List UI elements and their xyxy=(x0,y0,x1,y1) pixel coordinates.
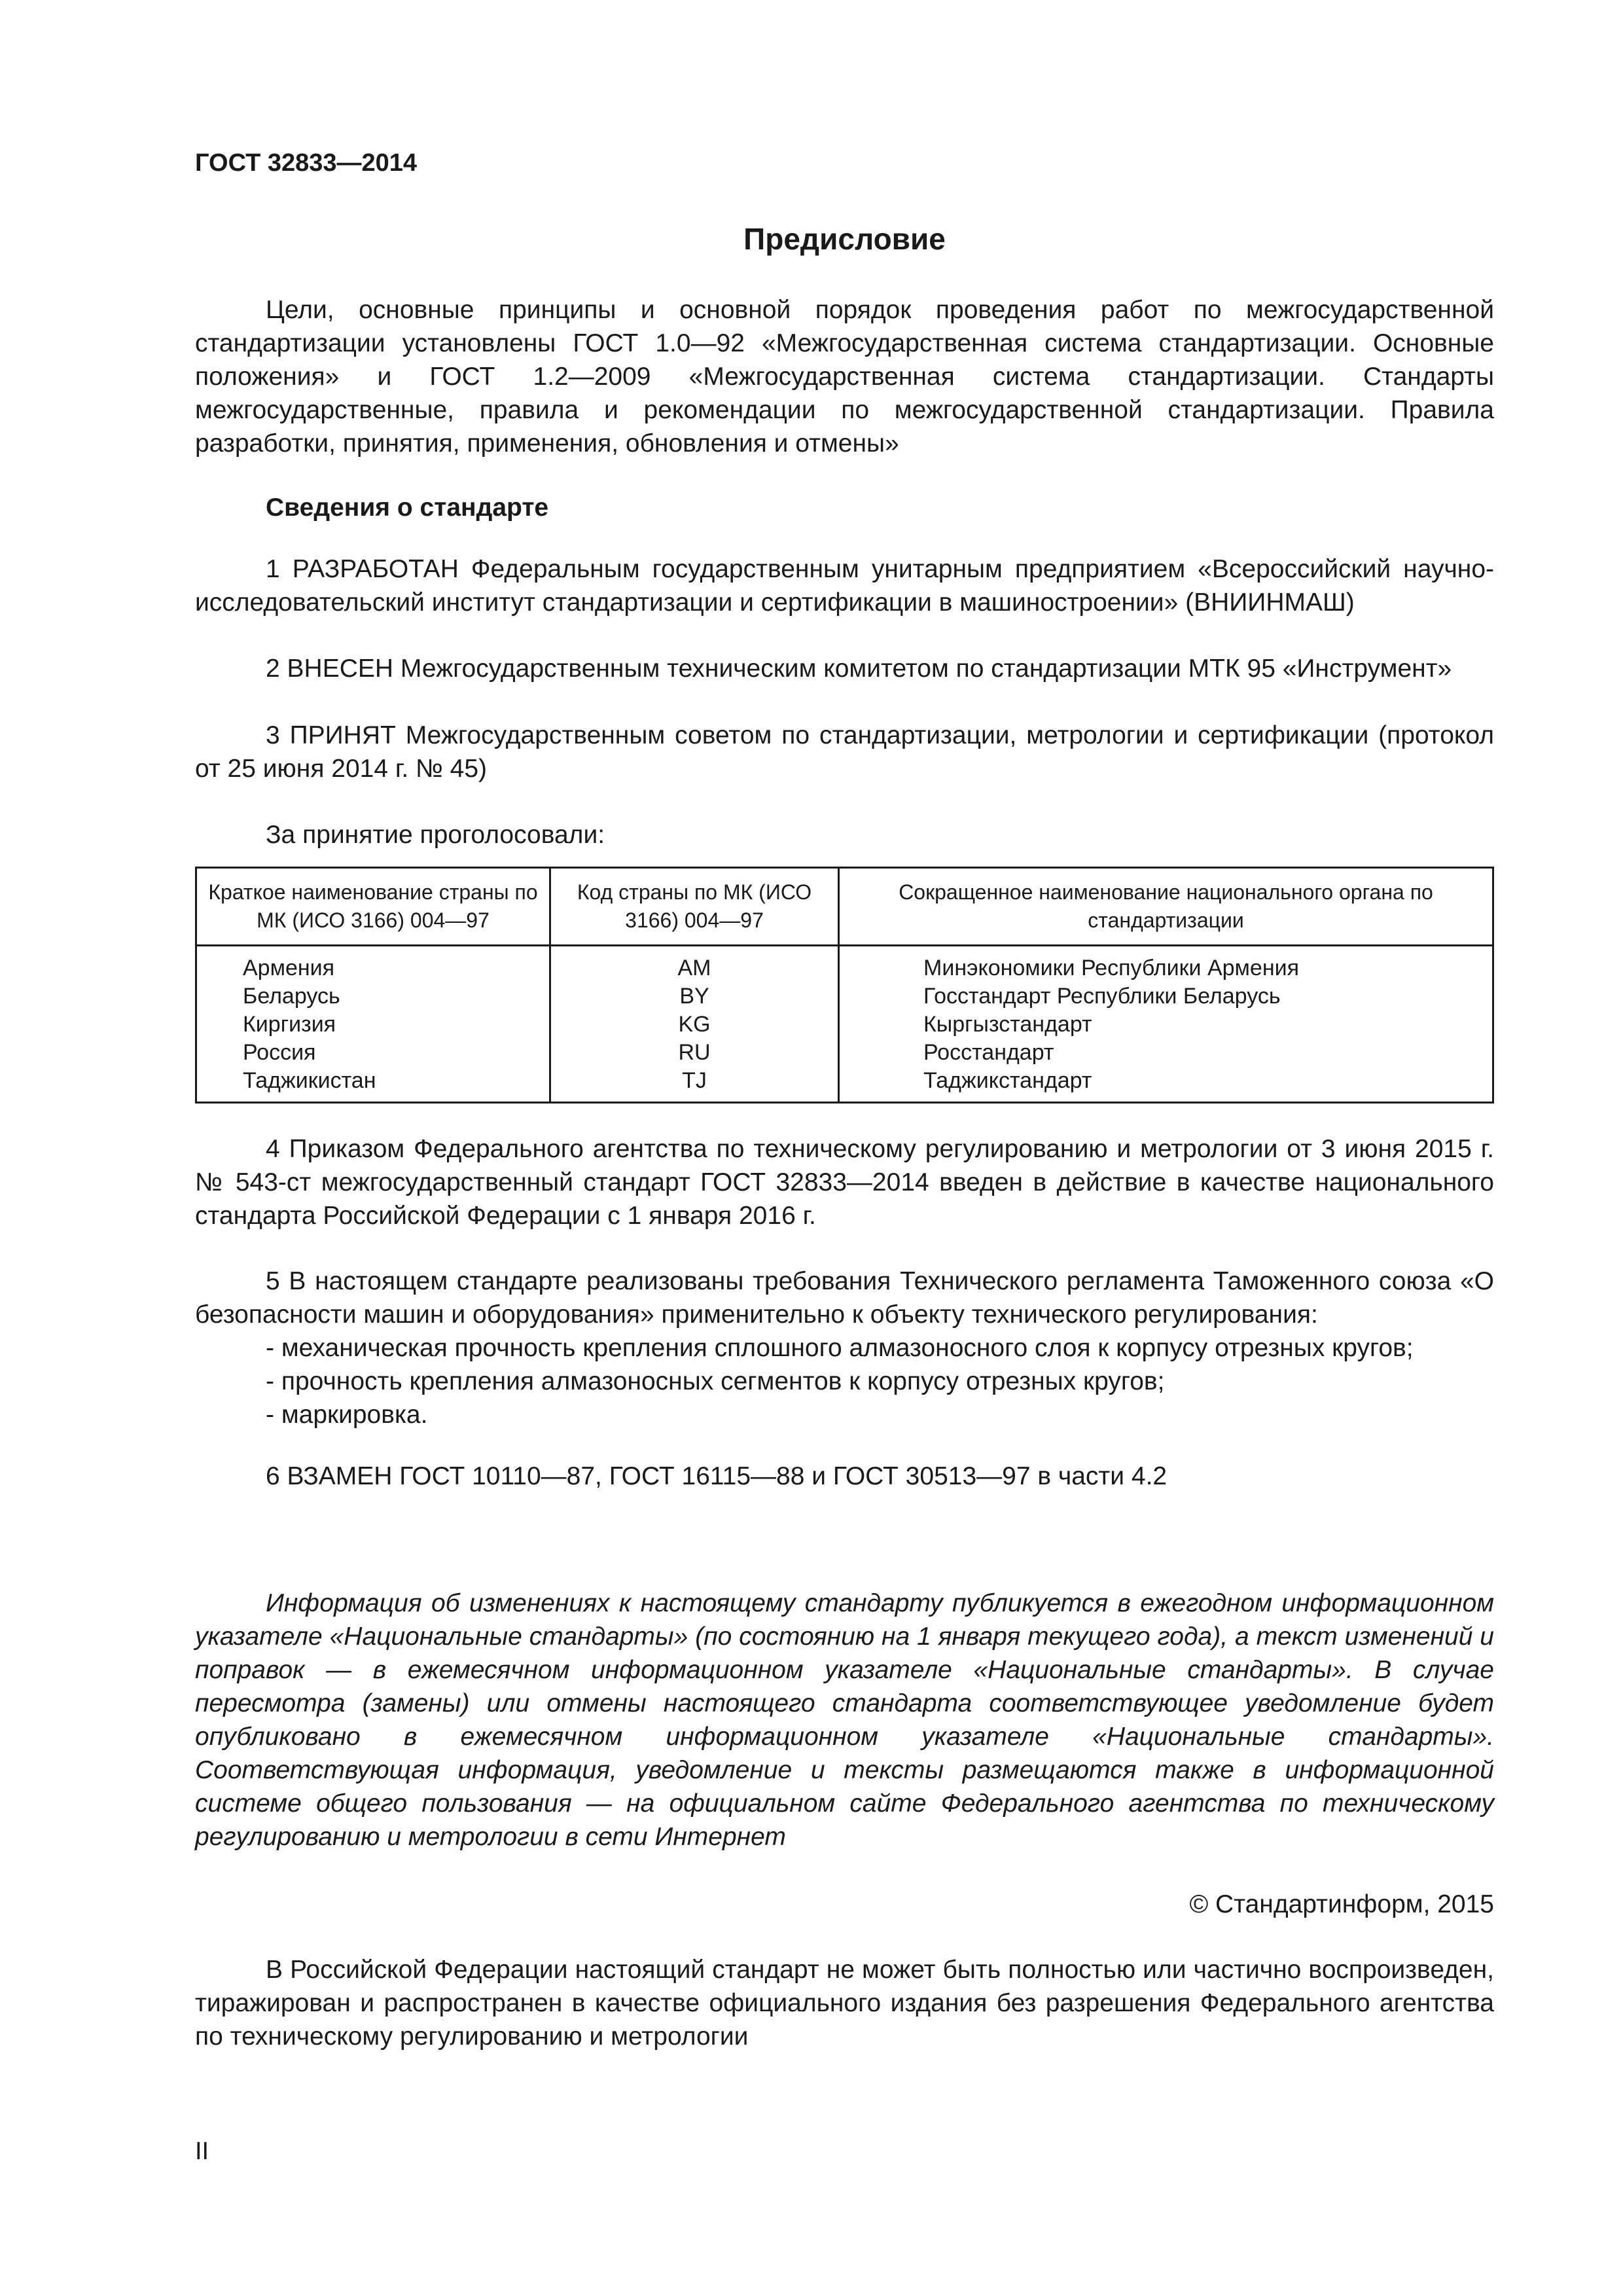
section-heading: Сведения о стандарте xyxy=(266,493,549,522)
table-cell-country: Россия xyxy=(243,1040,316,1065)
country-names-cell xyxy=(196,946,550,1103)
page-number: II xyxy=(195,2138,209,2165)
voting-table xyxy=(195,867,1494,1103)
item-1-developed: 1 РАЗРАБОТАН Федеральным государственным унитарным предприятием «Всероссийский научно-исследовательский институт стандартизации и сертификации в машиностроении» (ВНИИНМАШ) xyxy=(195,555,1494,617)
table-cell-code: BY xyxy=(679,984,709,1009)
item-6-replaces: 6 ВЗАМЕН ГОСТ 10110—87, ГОСТ 16115—88 и ГОСТ 30513—97 в части 4.2 xyxy=(266,1462,1168,1490)
table-cell-body: Госстандарт Республики Беларусь xyxy=(923,984,1281,1009)
table-cell-country: Киргизия xyxy=(243,1012,336,1037)
table-cell-code: KG xyxy=(678,1012,711,1037)
table-cell-country: Таджикистан xyxy=(243,1068,376,1093)
list-item: - механическая прочность крепления сплошного алмазоносного слоя к корпусу отрезных кругов; xyxy=(266,1334,1414,1362)
table-cell-body: Таджикстандарт xyxy=(923,1068,1092,1093)
item-4-enactment: 4 Приказом Федерального агентства по техническому регулированию и метрологии от 3 июня 2015 г. № 543-ст межгосударственный стандарт ГОСТ 32833—2014 введен в действие в качестве национального стандарта Российской Федерации с 1 января 2016 г. xyxy=(195,1135,1494,1230)
table-cell-body: Росстандарт xyxy=(923,1040,1054,1065)
list-item: - прочность крепления алмазоносных сегментов к корпусу отрезных кругов; xyxy=(266,1367,1165,1395)
reproduction-note: В Российской Федерации настоящий стандарт не может быть полностью или частично воспроизведен, тиражирован и распространен в качестве официального издания без разрешения Федерального агентства по техническому регулированию и метрологии xyxy=(195,1956,1494,2051)
page-title: Предисловие xyxy=(743,222,946,256)
table-cell-body: Минэкономики Республики Армения xyxy=(923,956,1299,980)
info-note: Информация об изменениях к настоящему стандарту публикуется в ежегодном информационном указателе «Национальные стандарты» (по состоянию на 1 января текущего года), а текст изменений и поправок — в ежемесячном информационном указателе «Национальные стандарты». В случае пересмотра (замены) или отмены настоящего стандарта соответствующее уведомление будет опубликовано в ежемесячном информационном указателе «Национальные стандарты». Соответствующая информация, уведомление и тексты размещаются также в информационной системе общего пользования — на официальном сайте Федерального агентства по техническому регулированию и метрологии в сети Интернет xyxy=(195,1589,1494,1851)
table-cell-country: Армения xyxy=(243,956,335,980)
table-body-row xyxy=(196,946,1493,1103)
item-5-requirements: 5 В настоящем стандарте реализованы требования Технического регламента Таможенного союза «О безопасности машин и оборудования» применительно к объекту технического регулирования: xyxy=(195,1267,1494,1329)
table-cell-code: RU xyxy=(678,1040,711,1065)
country-codes-cell xyxy=(550,946,839,1103)
table-cell-code: AM xyxy=(677,956,711,980)
table-header-row xyxy=(196,868,1493,946)
table-cell-code: TJ xyxy=(682,1068,707,1093)
table-cell-country: Беларусь xyxy=(243,984,340,1009)
standard-bodies-cell xyxy=(839,946,1493,1103)
table-header-code: Код страны по МК (ИСО 3166) 004—97 xyxy=(550,868,839,946)
vote-intro: За принятие проголосовали: xyxy=(266,821,605,849)
item-3-adopted: 3 ПРИНЯТ Межгосударственным советом по стандартизации, метрологии и сертификации (протокол от 25 июня 2014 г. № 45) xyxy=(195,721,1494,783)
document-code: ГОСТ 32833—2014 xyxy=(195,149,418,177)
list-item: - маркировка. xyxy=(266,1401,428,1429)
table-header-country: Краткое наименование страны по МК (ИСО 3166) 004—97 xyxy=(196,868,550,946)
item-2-submitted: 2 ВНЕСЕН Межгосударственным техническим комитетом по стандартизации МТК 95 «Инструмент» xyxy=(266,655,1452,683)
copyright: © Стандартинформ, 2015 xyxy=(1189,1890,1494,1918)
table-header-body: Сокращенное наименование национального органа по стандартизации xyxy=(839,868,1493,946)
intro-paragraph: Цели, основные принципы и основной порядок проведения работ по межгосударственной стандартизации установлены ГОСТ 1.0—92 «Межгосударственная система стандартизации. Основные положения» и ГОСТ 1.2—2009 «Межгосударственная система стандартизации. Стандарты межгосударственные, правила и рекомендации по межгосударственной стандартизации. Правила разработки, принятия, применения, обновления и отмены» xyxy=(195,296,1494,457)
table-cell-body: Кыргызстандарт xyxy=(923,1012,1092,1037)
